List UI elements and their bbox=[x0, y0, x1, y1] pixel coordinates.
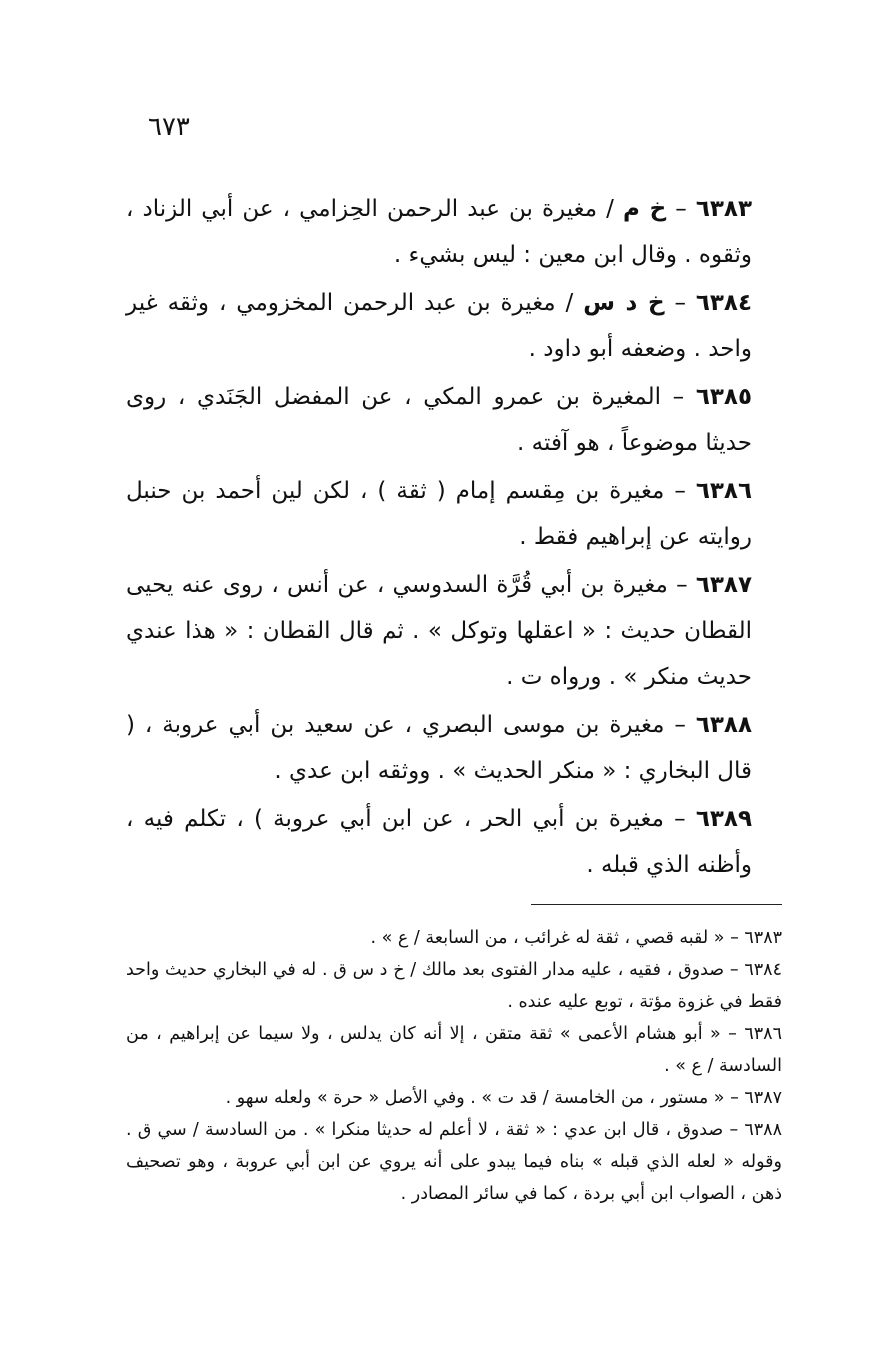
entry: ٦٣٨٥ – المغيرة بن عمرو المكي ، عن المفضل الجَنَدي ، روى حديثا موضوعاً ، هو آفته . bbox=[126, 384, 752, 456]
entry-code: خ م bbox=[623, 196, 667, 222]
footnote: ٦٣٨٦ – « أبو هشام الأعمى » ثقة متقن ، إلا أنه كان يدلس ، ولا سيما عن إبراهيم ، من السادسة / ع » . bbox=[126, 1024, 782, 1076]
footnote: ٦٣٨٨ – صدوق ، قال ابن عدي : « ثقة ، لا أعلم له حديثا منكرا » . من السادسة / سي ق . وقوله « لعله الذي قبله » بناه فيما يبدو على أنه يروي عن ابن أبي عروبة ، وهو تصحيف ذهن ، الصواب ابن أبي بردة ، كما في سائر المصادر . bbox=[126, 1120, 782, 1204]
entry-text: مغيرة بن مِقسم إمام ( ثقة ) ، لكن لين أحمد بن حنبل روايته عن إبراهيم فقط . bbox=[126, 478, 752, 550]
entry: ٦٣٨٧ – مغيرة بن أبي قُرَّة السدوسي ، عن أنس ، روى عنه يحيى القطان حديث : « اعقلها وتوكل » . ثم قال القطان : « هذا عندي حديث منكر » . ورواه ت . bbox=[126, 572, 752, 690]
entry-number: ٦٣٨٩ bbox=[695, 806, 752, 832]
footnote-text: صدوق ، فقيه ، عليه مدار الفتوى بعد مالك / خ د س ق . له في البخاري حديث واحد فقط في غزوة مؤتة ، توبع عليه عنده . bbox=[126, 960, 782, 1012]
entry: ٦٣٨٣ – خ م / مغيرة بن عبد الرحمن الحِزامي ، عن أبي الزناد ، وثقوه . وقال ابن معين : ليس بشيء . bbox=[126, 196, 753, 268]
footnotes bbox=[126, 922, 782, 1210]
entry-number: ٦٣٨٥ bbox=[695, 384, 752, 410]
page-number: ٦٧٣ bbox=[148, 112, 190, 142]
footnote-text: « لقبه قصي ، ثقة له غرائب ، من السابعة / ع » . bbox=[370, 928, 725, 948]
entry-text: مغيرة بن أبي الحر ، عن ابن أبي عروبة ) ، تكلم فيه ، وأظنه الذي قبله . bbox=[126, 806, 752, 878]
footnote-number: ٦٣٨٦ bbox=[744, 1024, 782, 1044]
entry-number: ٦٣٨٤ bbox=[695, 290, 753, 316]
entry: ٦٣٨٩ – مغيرة بن أبي الحر ، عن ابن أبي عروبة ) ، تكلم فيه ، وأظنه الذي قبله . bbox=[126, 806, 752, 878]
footnote-text: صدوق ، قال ابن عدي : « ثقة ، لا أعلم له حديثا منكرا » . من السادسة / سي ق . وقوله « لعله الذي قبله » بناه فيما يبدو على أنه يروي عن ابن أبي عروبة ، وهو تصحيف ذهن ، الصواب ابن أبي بردة ، كما في سائر المصادر . bbox=[126, 1120, 782, 1204]
entry-number: ٦٣٨٨ bbox=[695, 712, 752, 738]
entry-number: ٦٣٨٣ bbox=[695, 196, 753, 222]
footnote: ٦٣٨٧ – « مستور ، من الخامسة / قد ت » . وفي الأصل « حرة » ولعله سهو . bbox=[225, 1088, 782, 1108]
entry-text: مغيرة بن عبد الرحمن الحِزامي ، عن أبي الزناد ، وثقوه . وقال ابن معين : ليس بشيء . bbox=[126, 196, 752, 268]
entry: ٦٣٨٤ – خ د س / مغيرة بن عبد الرحمن المخزومي ، وثقه غير واحد . وضعفه أبو داود . bbox=[126, 290, 753, 362]
entry-text: مغيرة بن عبد الرحمن المخزومي ، وثقه غير واحد . وضعفه أبو داود . bbox=[126, 290, 752, 362]
entry-text: المغيرة بن عمرو المكي ، عن المفضل الجَنَدي ، روى حديثا موضوعاً ، هو آفته . bbox=[126, 384, 752, 456]
entry-text: مغيرة بن أبي قُرَّة السدوسي ، عن أنس ، روى عنه يحيى القطان حديث : « اعقلها وتوكل » . ثم قال القطان : « هذا عندي حديث منكر » . ورواه ت . bbox=[126, 572, 752, 690]
footnote-number: ٦٣٨٨ bbox=[744, 1120, 782, 1140]
entry-text: مغيرة بن موسى البصري ، عن سعيد بن أبي عروبة ، ( قال البخاري : « منكر الحديث » . ووثقه ابن عدي . bbox=[126, 712, 752, 784]
footnote: ٦٣٨٤ – صدوق ، فقيه ، عليه مدار الفتوى بعد مالك / خ د س ق . له في البخاري حديث واحد فقط في غزوة مؤتة ، توبع عليه عنده . bbox=[126, 960, 782, 1012]
footnote-divider bbox=[531, 904, 782, 905]
footnote-number: ٦٣٨٧ bbox=[744, 1088, 782, 1108]
entry-number: ٦٣٨٦ bbox=[695, 478, 752, 504]
entry-code: خ د س bbox=[583, 290, 665, 316]
footnote-text: « أبو هشام الأعمى » ثقة متقن ، إلا أنه كان يدلس ، ولا سيما عن إبراهيم ، من السادسة / ع » . bbox=[126, 1024, 782, 1076]
entry: ٦٣٨٦ – مغيرة بن مِقسم إمام ( ثقة ) ، لكن لين أحمد بن حنبل روايته عن إبراهيم فقط . bbox=[126, 478, 752, 550]
footnote-number: ٦٣٨٤ bbox=[744, 960, 782, 980]
footnote-text: « مستور ، من الخامسة / قد ت » . وفي الأصل « حرة » ولعله سهو . bbox=[225, 1088, 725, 1108]
entry: ٦٣٨٨ – مغيرة بن موسى البصري ، عن سعيد بن أبي عروبة ، ( قال البخاري : « منكر الحديث » . ووثقه ابن عدي . bbox=[126, 712, 752, 784]
main-text bbox=[126, 186, 752, 890]
entry-number: ٦٣٨٧ bbox=[695, 572, 752, 598]
footnote-number: ٦٣٨٣ bbox=[744, 928, 782, 948]
footnote: ٦٣٨٣ – « لقبه قصي ، ثقة له غرائب ، من السابعة / ع » . bbox=[370, 928, 782, 948]
